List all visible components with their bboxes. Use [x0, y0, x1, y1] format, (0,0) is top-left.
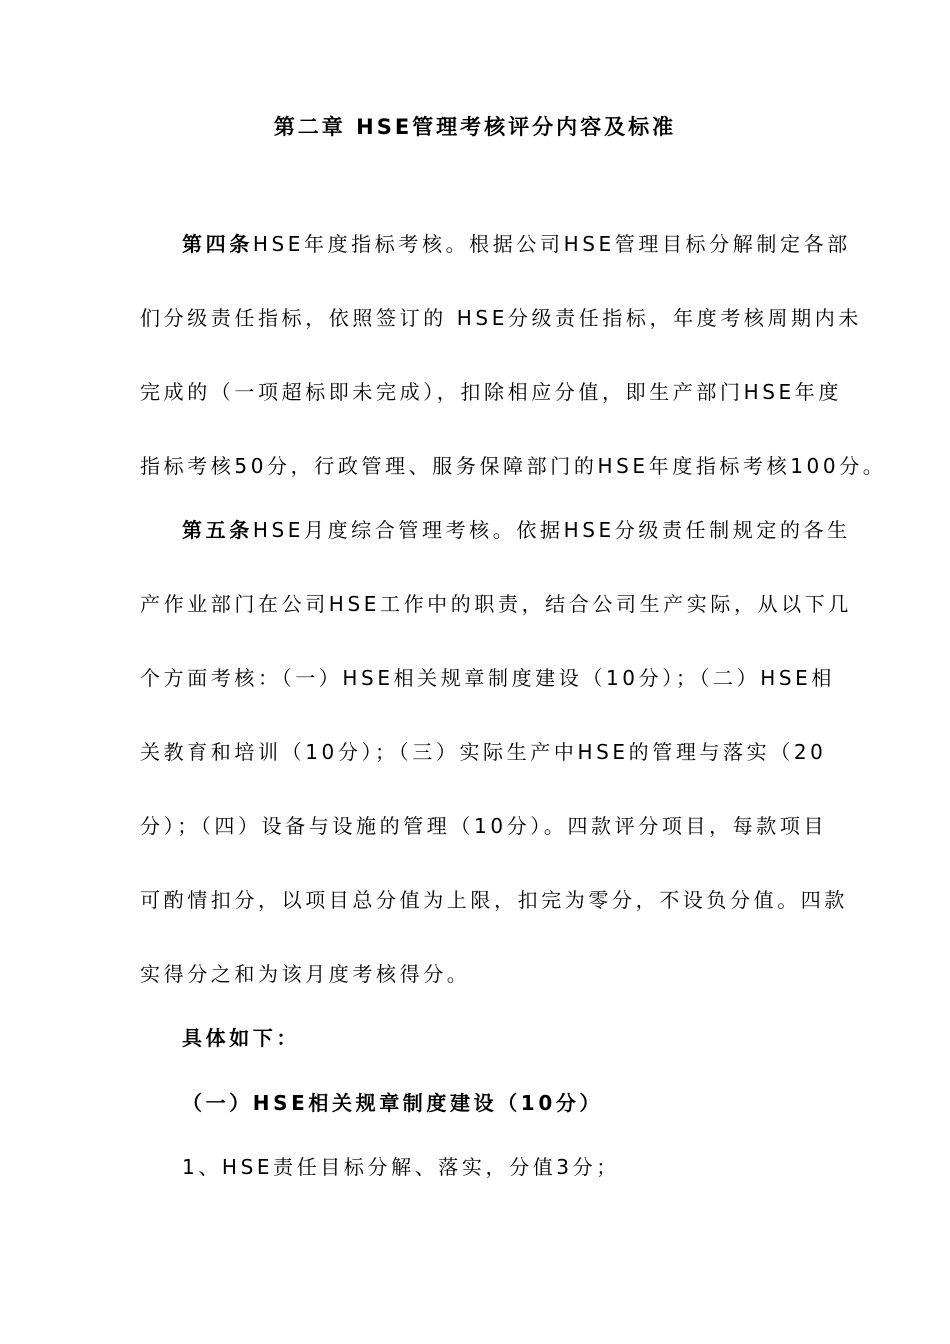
chapter-title: 第二章 HSE管理考核评分内容及标准	[273, 115, 677, 139]
article-4-line-3: 完成的（一项超标即未完成），扣除相应分值，即生产部门HSE年度	[140, 380, 842, 404]
article-5-line-5: 分）；（四）设备与设施的管理（10分）。四款评分项目，每款项目	[140, 814, 828, 838]
article-5-line-1	[182, 515, 851, 545]
article-4-line-4: 指标考核50分，行政管理、服务保障部门的HSE年度指标考核100分。	[140, 454, 887, 478]
article-5-line-2: 产作业部门在公司HSE工作中的职责，结合公司生产实际，从以下几	[140, 592, 852, 616]
article-5-line-4: 关教育和培训（10分）；（三）实际生产中HSE的管理与落实（20	[140, 740, 827, 764]
article-5-label: 第五条	[182, 518, 253, 542]
section-1-item-1: 1、HSE责任目标分解、落实，分值3分；	[182, 1155, 620, 1179]
article-5-text-1: HSE月度综合管理考核。依据HSE分级责任制规定的各生	[252, 518, 851, 542]
section-1-heading: （一）HSE相关规章制度建设（10分）	[182, 1091, 604, 1115]
article-5-line-3: 个方面考核：（一）HSE相关规章制度建设（10分）；（二）HSE相	[140, 666, 835, 690]
article-4-label: 第四条	[182, 232, 253, 256]
article-5-line-6: 可酌情扣分，以项目总分值为上限，扣完为零分，不设负分值。四款	[140, 888, 848, 912]
article-4-line-2: 们分级责任指标，依照签订的 HSE分级责任指标，年度考核周期内未	[140, 306, 862, 330]
article-4-line-1	[182, 229, 851, 259]
article-5-line-7: 实得分之和为该月度考核得分。	[140, 962, 471, 986]
detail-heading: 具体如下：	[182, 1026, 300, 1050]
article-4-text-1: HSE年度指标考核。根据公司HSE管理目标分解制定各部	[252, 232, 851, 256]
